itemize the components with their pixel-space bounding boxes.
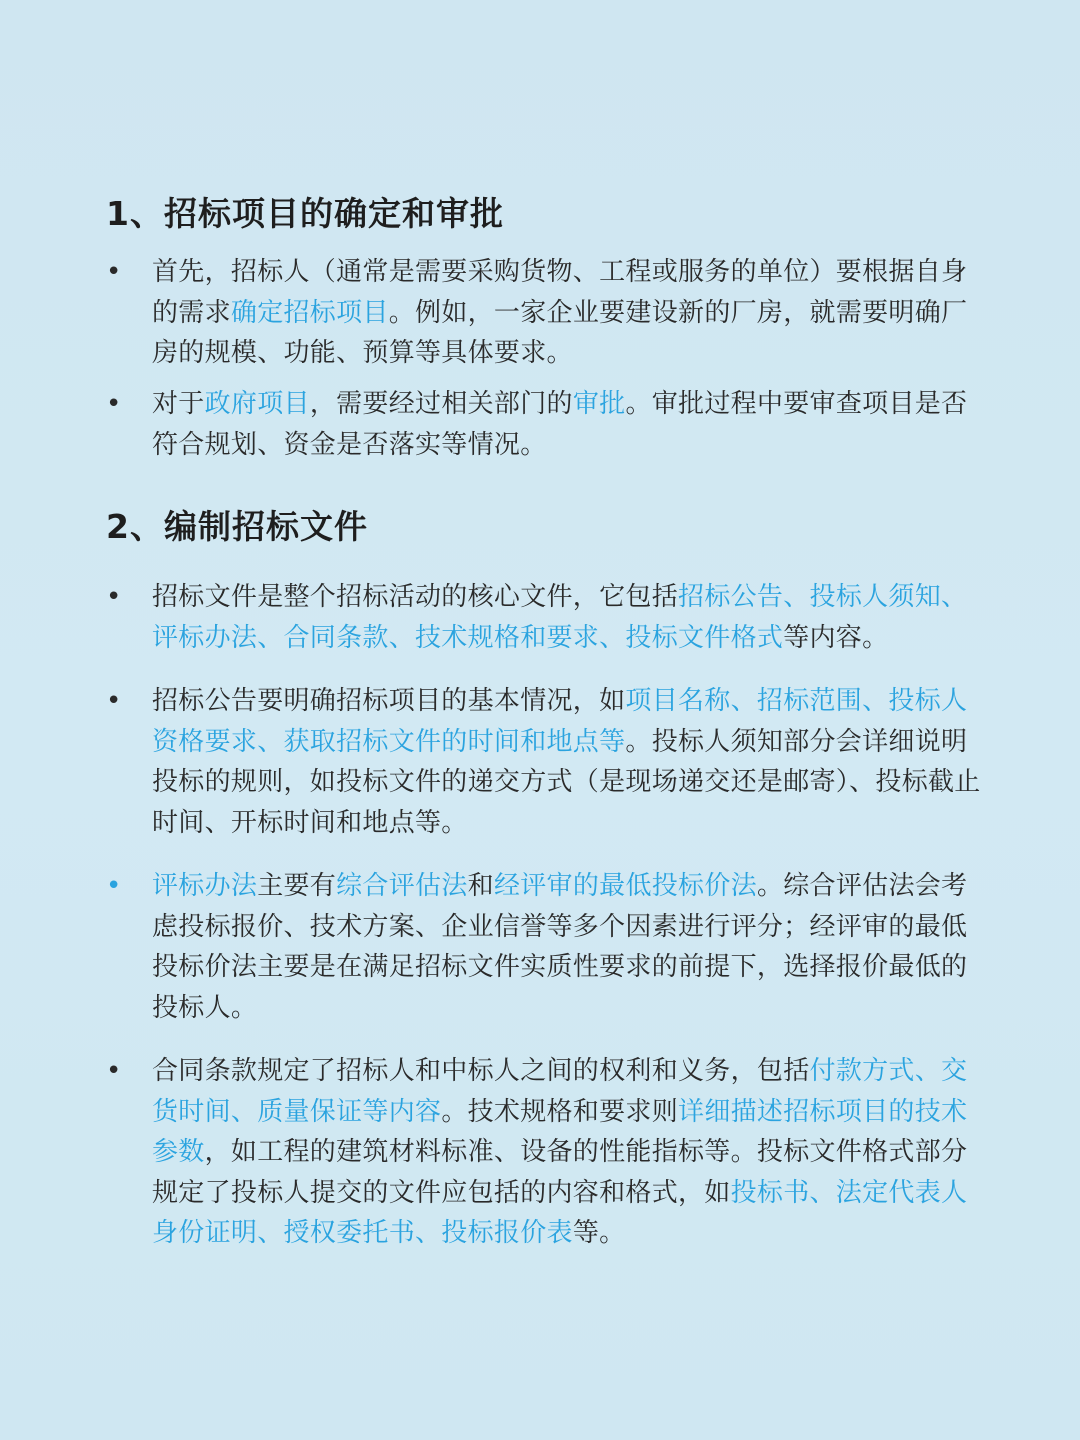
text-segment: 。技术规格和要求则 <box>441 1096 679 1127</box>
section-heading: 1、招标项目的确定和审批 <box>106 194 504 233</box>
text-segment: 对于 <box>152 389 205 419</box>
section-1 <box>106 192 986 236</box>
highlight-segment: 详细描述招标项目的技术参数 <box>152 1096 968 1167</box>
bullet-icon: • <box>106 257 122 287</box>
text-segment: 等。 <box>572 1218 626 1248</box>
bullet-icon: • <box>106 871 122 901</box>
text-segment: 招标公告要明确招标项目的基本情况，如 <box>152 686 626 716</box>
text-segment: 合同条款规定了招标人和中标人之间的权利和义务，包括 <box>152 1056 810 1086</box>
list-item-text <box>152 681 986 843</box>
highlight-segment: 投标书、法定代表人身份证明、授权委托书、投标报价表 <box>152 1177 968 1248</box>
highlight-segment: 政府项目 <box>204 389 310 419</box>
text-segment: 和 <box>467 871 494 901</box>
text-segment: 主要有 <box>257 871 337 901</box>
section-heading: 2、编制招标文件 <box>106 507 368 546</box>
text-segment: 等内容。 <box>783 622 889 653</box>
text-segment: 。综合评估法会考虑投标报价、技术方案、企业信誉等多个因素进行评分；经评审的最低投标价法主要是在满足招标文件实质性要求的前提下，选择报价最低的投标人。 <box>152 871 968 1023</box>
bullet-icon: • <box>106 582 122 612</box>
list-item-text <box>152 252 986 374</box>
bullet-icon: • <box>106 686 122 716</box>
text-segment: 。例如，一家企业要建设新的厂房，就需要明确厂房的规模、功能、预算等具体要求。 <box>152 297 968 368</box>
text-segment: 招标文件是整个招标活动的核心文件，它包括 <box>152 582 679 612</box>
bullet-icon: • <box>106 389 122 419</box>
bullet-icon: • <box>106 1056 122 1086</box>
highlight-segment: 招标公告、投标人须知、评标办法、合同条款、技术规格和要求、投标文件格式 <box>152 582 968 653</box>
highlight-segment: 确定招标项目 <box>230 297 389 328</box>
text-segment: ，需要经过相关部门的 <box>309 389 573 419</box>
highlight-segment: 经评审的最低投标价法 <box>493 871 757 901</box>
highlight-segment: 付款方式、交货时间、质量保证等内容 <box>152 1056 968 1127</box>
highlight-segment: 综合评估法 <box>336 871 468 901</box>
list-item-text <box>152 577 986 658</box>
list-item-text <box>152 1051 986 1254</box>
text-segment: 。审批过程中要审查项目是否符合规划、资金是否落实等情况。 <box>152 389 968 460</box>
text-segment: ，如工程的建筑材料标准、设备的性能指标等。投标文件格式部分规定了投标人提交的文件应包括的内容和格式，如 <box>152 1137 968 1208</box>
text-segment: 。投标人须知部分会详细说明投标的规则，如投标文件的递交方式（是现场递交还是邮寄）、投标截止时间、开标时间和地点等。 <box>152 726 981 838</box>
highlight-segment: 项目名称、招标范围、投标人资格要求、获取招标文件的时间和地点等 <box>152 686 968 757</box>
text-segment: 首先，招标人（通常是需要采购货物、工程或服务的单位）要根据自身的需求 <box>152 257 968 328</box>
list-item-text <box>152 384 986 465</box>
section-2 <box>106 505 986 549</box>
list-item-text <box>152 866 986 1028</box>
highlight-segment: 审批 <box>572 389 626 419</box>
highlight-segment: 评标办法 <box>152 871 258 901</box>
